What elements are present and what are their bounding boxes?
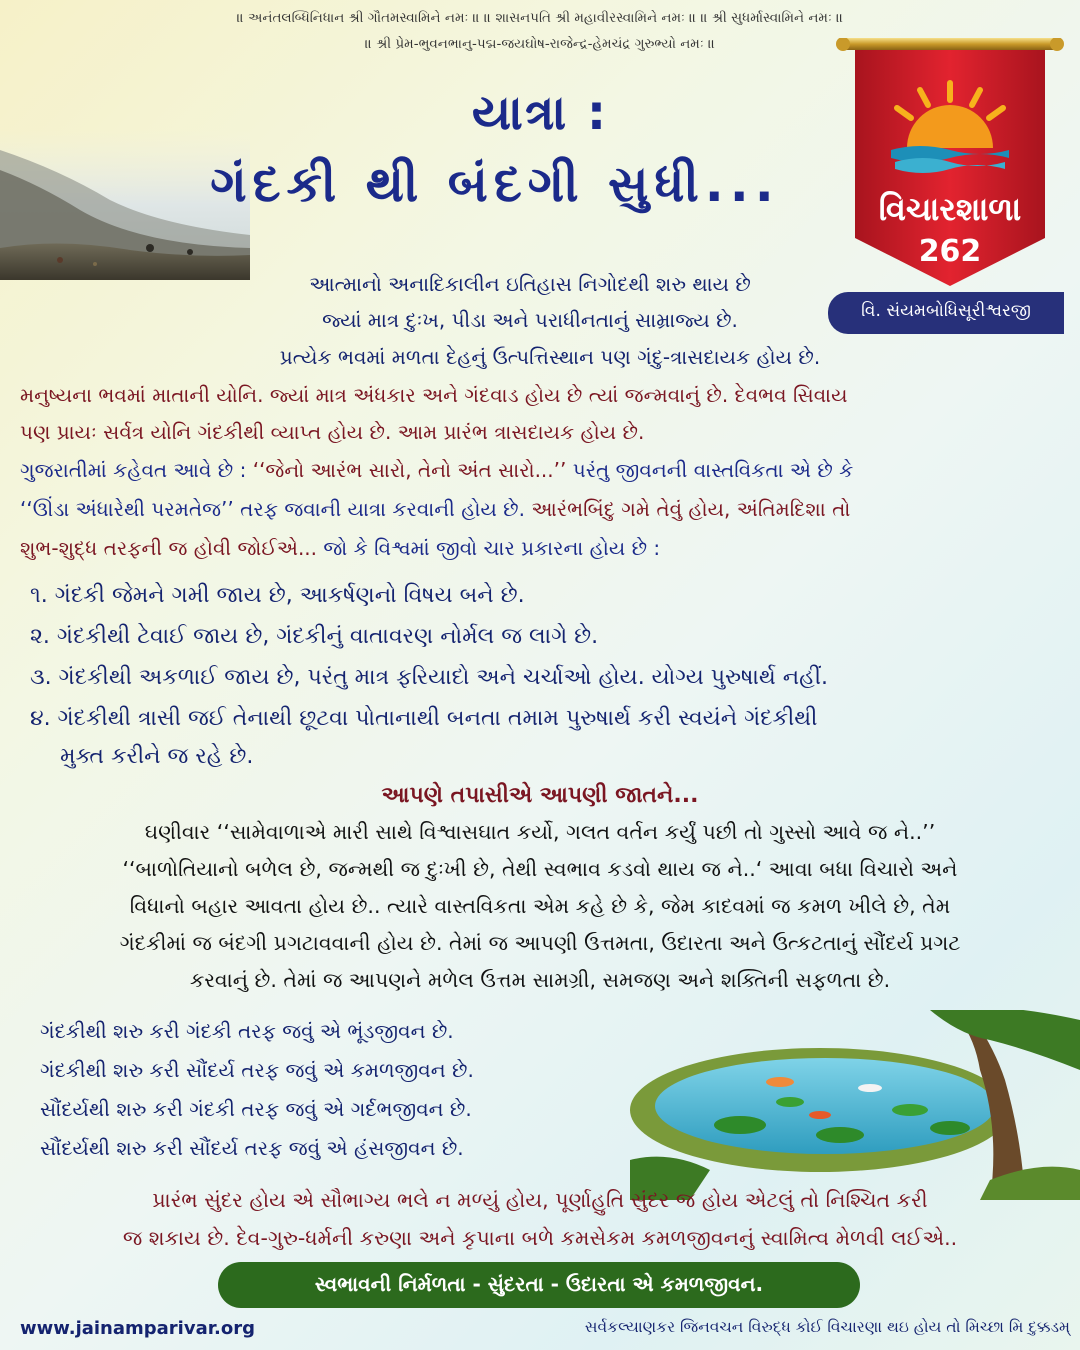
type-item-3: ૩. ગંદકીથી અકળાઈ જાય છે, પરંતુ માત્ર ફરિયાદો અને ચર્ચાઓ હોય. યોગ્ય પુરુષાર્થ નહીં. bbox=[30, 665, 829, 690]
life-line-4: સૌંદર્યથી શરુ કરી સૌંદર્ય તરફ જવું એ હંસજીવન છે. bbox=[40, 1136, 464, 1160]
proverb-journey: તરફ જવાની યાત્રા કરવાની હોય છે. bbox=[240, 497, 525, 521]
closing-line-2: જ શકાય છે. દેવ-ગુરુ-ધર્મની કરુણા અને કૃપાના બળે કમસેકમ કમળજીવનનું સ્વામિત્વ મેળવી લઈએ.. bbox=[122, 1226, 958, 1250]
invocation-line-1: ॥ અનંતલબ્ધિનિધાન શ્રી ગૌતમસ્વામિને નમઃ ॥ ॥ શાસનપતિ શ્રી મહાવીરસ્વામિને નમઃ ॥ ॥ શ્રી સુધર્માસ્વામિને નમઃ ॥ bbox=[236, 10, 844, 26]
invocation-line-2: ॥ શ્રી પ્રેમ-ભુવનભાનુ-પદ્મ-જયઘોષ-રાજેન્દ્ર-હેમચંદ્ર ગુરુભ્યો નમઃ ॥ bbox=[364, 36, 716, 52]
proverb-quote-2: ‘‘ઊંડા અંધારેથી પરમતેજ’’ bbox=[20, 497, 234, 521]
reflection-line-1: ઘણીવાર ‘‘સામેવાળાએ મારી સાથે વિશ્વાસઘાત કર્યો, ગલત વર્તન કર્યું પછી તો ગુસ્સો આવે જ ને..’’ bbox=[144, 820, 936, 844]
reflection-line-2: ‘‘બાળોતિયાનો બળેલ છે, જન્મથી જ દુઃખી છે, તેથી સ્વભાવ કડવો થાય જ ને..‘ આવા બધા વિચારો અને bbox=[122, 857, 958, 881]
intro-line-1: આત્માનો અનાદિકાલીન ઇતિહાસ નિગોદથી શરુ થાય છે bbox=[309, 272, 751, 296]
life-line-2: ગંદકીથી શરુ કરી સૌંદર્ય તરફ જવું એ કમળજીવન છે. bbox=[40, 1058, 474, 1082]
author-badge bbox=[828, 292, 1064, 334]
reflection-line-4: ગંદકીમાં જ બંદગી પ્રગટાવવાની હોય છે. તેમાં જ આપણી ઉત્તમતા, ઉદારતા અને ઉત્કટતાનું સૌંદર્ય પ્રગટ bbox=[119, 931, 961, 955]
proverb-reality: પરંતુ જીવનની વાસ્તવિકતા એ છે કે bbox=[572, 458, 854, 482]
type-item-2: ૨. ગંદકીથી ટેવાઈ જાય છે, ગંદકીનું વાતાવરણ નોર્મલ જ લાગે છે. bbox=[30, 624, 599, 649]
title-line-1: યાત્રા : bbox=[471, 85, 609, 141]
footer-disclaimer: સર્વકલ્યાણકર જિનવચન વિરુદ્ધ કોઈ વિચારણા થઇ હોય તો મિચ્છા મિ દુક્કડમ્ bbox=[584, 1318, 1070, 1336]
type-item-4-cont: મુક્ત કરીને જ રહે છે. bbox=[60, 744, 254, 769]
motto-text: સ્વભાવની નિર્મળતા - સુંદરતા - ઉદારતા એ કમળજીવન. bbox=[314, 1272, 764, 1296]
life-line-3: સૌંદર્યથી શરુ કરી ગંદકી તરફ જવું એ ગર્દભજીવન છે. bbox=[40, 1097, 472, 1121]
proverb-intro: ગુજરાતીમાં કહેવત આવે છે : bbox=[20, 458, 247, 482]
author-name: વિ. સંયમબોધિસૂરીશ્વરજી bbox=[861, 301, 1031, 321]
proverb-direction: આરંભબિંદુ ગમે તેવું હોય, અંતિમદિશા તો bbox=[531, 497, 851, 521]
life-line-1: ગંદકીથી શરુ કરી ગંદકી તરફ જવું એ ભૂંડજીવન છે. bbox=[40, 1019, 454, 1043]
proverb-quote: ‘‘જેનો આરંભ સારો, તેનો અંત સારો...’’ bbox=[252, 458, 567, 482]
type-item-1: ૧. ગંદકી જેમને ગમી જાય છે, આકર્ષણનો વિષય બને છે. bbox=[30, 583, 525, 608]
type-item-4: ૪. ગંદકીથી ત્રાસી જઈ તેનાથી છૂટવા પોતાનાથી બનતા તમામ પુરુષાર્થ કરી સ્વયંને ગંદકીથી bbox=[30, 706, 818, 731]
proverb-line-2 bbox=[20, 497, 1060, 521]
proverb-pure: શુભ-શુદ્ધ તરફની જ હોવી જોઈએ... bbox=[20, 536, 318, 560]
intro-line-2: જ્યાં માત્ર દુઃખ, પીડા અને પરાધીનતાનું સામ્રાજ્ય છે. bbox=[322, 308, 738, 332]
banner-number: 262 bbox=[918, 234, 982, 269]
banner-series-title: વિચારશાળા bbox=[878, 190, 1022, 228]
section-heading: આપણે તપાસીએ આપણી જાતને... bbox=[381, 783, 699, 808]
motto-banner bbox=[218, 1262, 860, 1308]
lotus-pond-image bbox=[630, 1010, 1080, 1200]
proverb-line-1 bbox=[20, 458, 1060, 482]
intro-line-5: પણ પ્રાયઃ સર્વત્ર યોનિ ગંદકીથી વ્યાપ્ત હોય છે. આમ પ્રારંભ ત્રાસદાયક હોય છે. bbox=[20, 420, 645, 444]
proverb-line-3 bbox=[20, 536, 1060, 560]
intro-line-3: પ્રત્યેક ભવમાં મળતા દેહનું ઉત્પત્તિસ્થાન પણ ગંદુ-ત્રાસદાયક હોય છે. bbox=[279, 345, 821, 369]
closing-line-1: પ્રારંભ સુંદર હોય એ સૌભાગ્ય ભલે ન મળ્યું હોય, પૂર્ણાહુતિ સુંદર જ હોય એટલું તો નિશ્ચિત કરી bbox=[152, 1188, 928, 1212]
vicharshala-banner bbox=[835, 38, 1065, 288]
title-line-2: ગંદકી થી બંદગી સુધી... bbox=[210, 155, 780, 213]
website-link[interactable]: www.jainamparivar.org bbox=[20, 1318, 256, 1339]
proverb-four-types: જો કે વિશ્વમાં જીવો ચાર પ્રકારના હોય છે : bbox=[323, 536, 661, 560]
reflection-line-5: કરવાનું છે. તેમાં જ આપણને મળેલ ઉત્તમ સામગ્રી, સમજણ અને શક્તિની સફળતા છે. bbox=[189, 968, 891, 992]
reflection-line-3: વિધાનો બહાર આવતા હોય છે.. ત્યારે વાસ્તવિકતા એમ કહે છે કે, જેમ કાદવમાં જ કમળ ખીલે છે, તેમ bbox=[129, 894, 951, 918]
intro-line-4: મનુષ્યના ભવમાં માતાની યોનિ. જ્યાં માત્ર અંધકાર અને ગંદવાડ હોય છે ત્યાં જન્મવાનું છે. દેવભવ સિવાય bbox=[20, 383, 848, 407]
